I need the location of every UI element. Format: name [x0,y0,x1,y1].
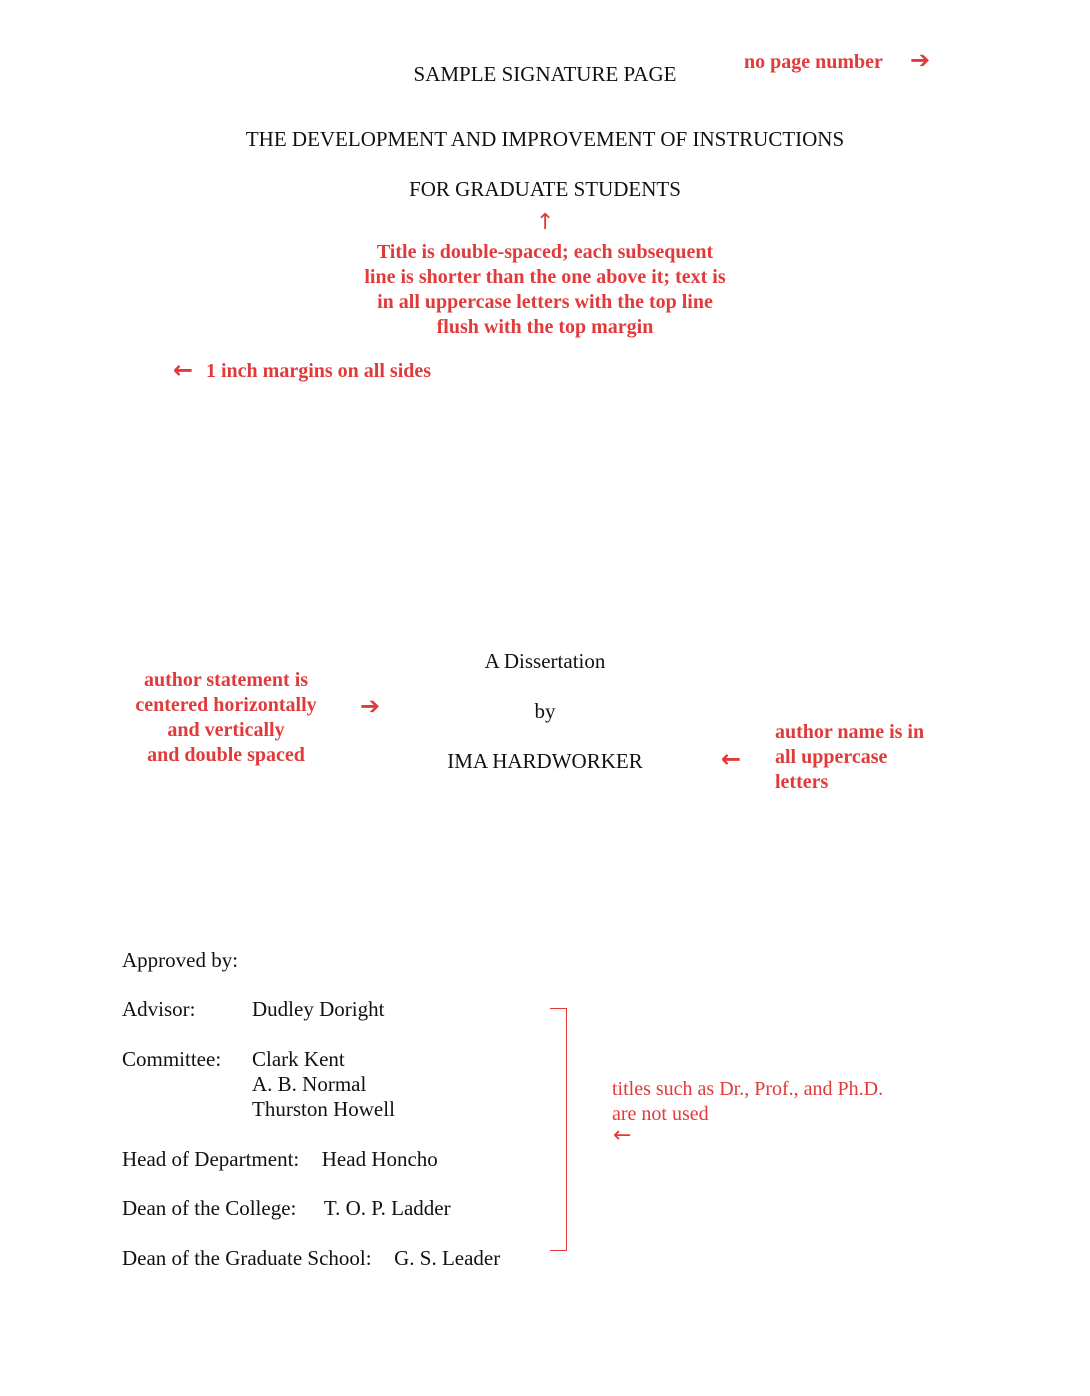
title-note-line: Title is double-spaced; each subsequent [376,241,714,263]
dean-college-row [122,1198,451,1219]
author-name-note-line: all uppercase [775,746,888,768]
head-of-department-row [122,1149,438,1170]
author-statement-note-line: and vertically [167,719,285,741]
author-statement-note-line: and double spaced [147,744,305,766]
title-line-2: FOR GRADUATE STUDENTS [409,177,681,201]
author-name-note-line: letters [775,771,829,793]
titles-note [612,1077,883,1127]
page-header: SAMPLE SIGNATURE PAGE [413,62,677,86]
title-line-1: THE DEVELOPMENT AND IMPROVEMENT OF INSTRUCTIONS [245,127,845,151]
dean-grad-label: Dean of the Graduate School: [122,1246,372,1270]
title-note-line: flush with the top margin [436,316,654,338]
committee-member: Thurston Howell [252,1097,395,1121]
head-of-department-name: Head Honcho [321,1147,438,1171]
dissertation-type: A Dissertation [484,649,606,673]
committee-member: A. B. Normal [252,1072,367,1096]
page-number-note: no page number [744,51,883,73]
left-arrow-icon: ← [721,745,742,773]
author-name-note-line: author name is in [775,721,925,743]
dean-grad-name: G. S. Leader [394,1246,501,1270]
left-arrow-icon: ← [173,356,194,384]
by-line: by [534,699,556,723]
dean-college-name: T. O. P. Ladder [323,1196,451,1220]
author-statement-note-line: centered horizontally [135,694,317,716]
author-statement-note [110,668,342,768]
title-note [300,240,790,340]
committee-member: Clark Kent [252,1047,345,1071]
approved-by-heading: Approved by: [122,948,239,972]
titles-note-line: titles such as Dr., Prof., and Ph.D. [612,1078,884,1100]
right-arrow-icon: ➔ [360,692,381,720]
titles-note-line: are not used [612,1103,709,1125]
author-name: IMA HARDWORKER [447,749,643,773]
approval-bracket [550,1008,567,1251]
advisor-name: Dudley Doright [252,997,385,1021]
advisor-label: Advisor: [122,997,196,1021]
title-note-line: in all uppercase letters with the top line [377,291,713,313]
author-statement-note-line: author statement is [143,669,309,691]
title-note-line: line is shorter than the one above it; text is [364,266,726,288]
author-name-note [775,720,924,795]
dean-college-label: Dean of the College: [122,1196,297,1220]
dean-grad-row [122,1248,500,1269]
head-of-department-label: Head of Department: [122,1147,300,1171]
left-arrow-icon: ← [613,1123,632,1148]
margins-note: 1 inch margins on all sides [206,360,432,382]
up-arrow-icon: ↑ [536,210,555,235]
right-arrow-icon: ➔ [910,46,931,74]
committee-label: Committee: [122,1047,222,1071]
